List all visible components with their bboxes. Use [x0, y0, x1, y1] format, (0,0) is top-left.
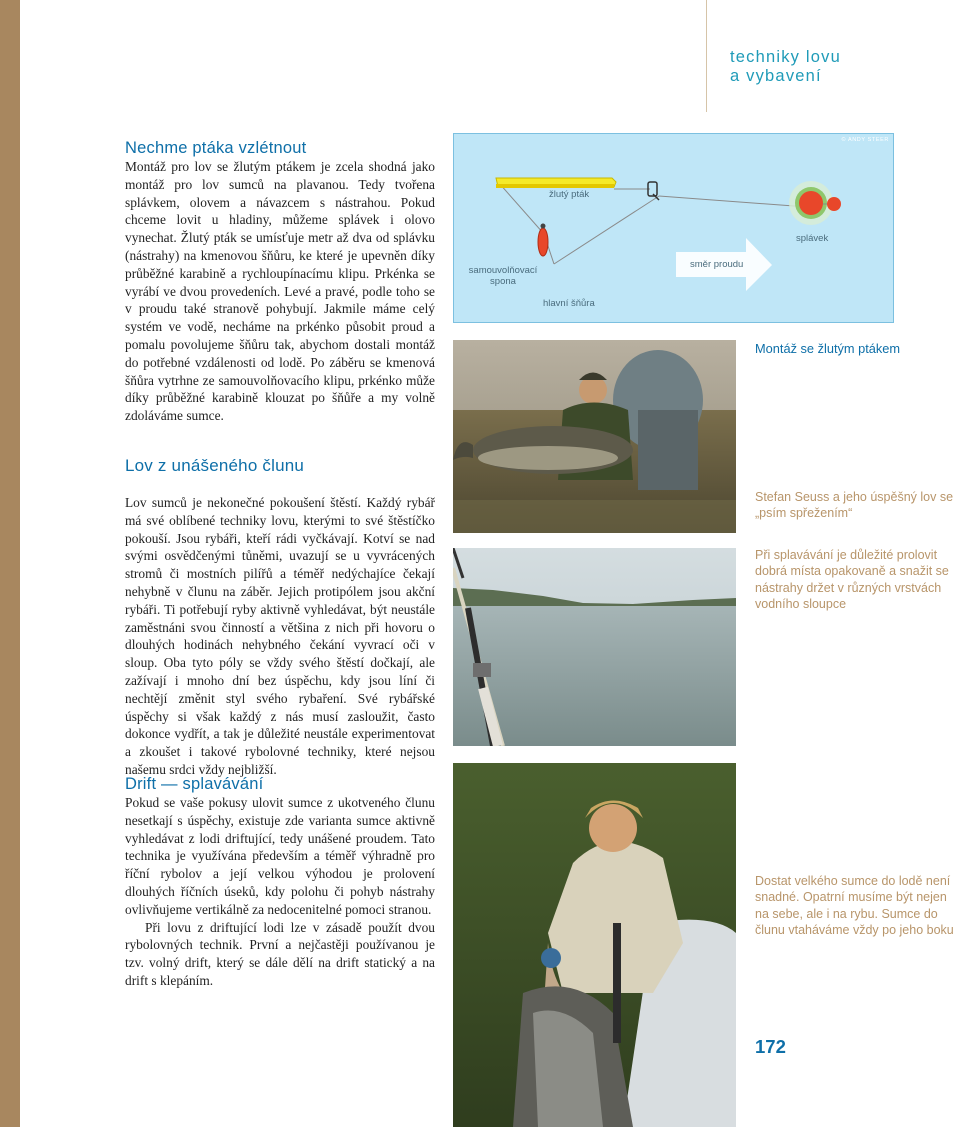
heading-drift: Drift — splavávání: [125, 775, 264, 793]
caption-photo-1: Stefan Seuss a jeho úspěšný lov se „psím spřežením“: [755, 490, 954, 521]
diagram-credit: © ANDY STEER: [841, 137, 889, 143]
left-margin-bar: [0, 0, 20, 1127]
paragraph: Lov sumců je nekonečné pokoušení štěstí. Každý rybář má své oblíbené techniky lovu, kterými to své štěstíčko pokouší. Jsou rybáři, kteří rádi vyčkávají. Kotví se nad svými osvědčenými tůněmi, uvazují se u vyvrácených stromů či mostních pilířů a téměř nedýchajíce čekají nehybně v člunu na záběr. Jejich protipólem jsou akční rybáři. Ti potřebují ryby aktivně vyhledávat, být neustále zaměstnáni svou činností a většina z nich při hovoru o dlouhých hodinách nehybného čekání vyvrací oči v sloup. Oba tyto póly se vždy svého štěstí dočkají, ale zažívají i mnoho dní bez úspěchu, kdy jsou líní či nechtějí změnit styl svého rybaření. Své rybářské úspěchy si však každý z nás musí zasloužit, často dokonce vydřít, a tak je důležité neustále experimentovat a zkoušet i takové rybolovné techniky, které nejsou našemu srdci vždy nejbližší.: [125, 495, 435, 777]
label-float: splávek: [796, 233, 829, 244]
section-tag-line-2: a vybavení: [730, 67, 822, 85]
paragraph: Pokud se vaše pokusy ulovit sumce z ukotveného člunu nesetkají s úspěchy, existuje zde varianta sumce aktivně vyhledávat z lodi driftující, tedy unášené proudem. Tato technika je využívána především a téměř výhradně pro říční rybolov a její velkou výhodou je prolovení dlouhých říčních úseků, kdy polohu či pohyb nástrahy ovlivňujeme vertikálně za nedocenitelné pomoci stranou.: [125, 795, 435, 917]
section-tag-line-1: techniky lovu: [730, 48, 841, 66]
header-divider-line: [706, 0, 707, 112]
photo-river-with-rods: [453, 548, 736, 746]
yellow-bird-rig-diagram: [453, 133, 894, 323]
paragraph: Montáž pro lov se žlutým ptákem je zcela shodná jako montáž pro lov sumců na plavanou. Tedy tvořena splávkem, olovem a návazcem s nástrahou. Pokud chceme lovit u hladiny, můžeme splávek i olovo vynechat. Žlutý pták se umísťuje metr až dva od splávku (nástrahy) na kmenovou šňůru, ke které je upevněn díky průběžné karabině a rychloupínacímu klipu. Prkénka se vyrábí ve dvou provedeních. Levé a pravé, podle toho se v proudu také stranově pohybují. Jakmile máme celý systém ve vodě, necháme na prkénko působit proud a pomalu povolujeme šňůru tak, abychom dostali montáž do potřebné vzdálenosti od lodě. Po záběru se kmenová šňůra vytrhne ze samouvolňovacího klipu, prkénko může díky průběžné karabině klouzat po šňůře a my volně zdoláváme sumce.: [125, 159, 435, 424]
label-main-line: hlavní šňůra: [543, 298, 595, 309]
photo-angler-with-catfish: [453, 340, 736, 533]
heading-yellow-bird: Nechme ptáka vzlétnout: [125, 139, 307, 157]
page-number: 172: [755, 1036, 786, 1057]
label-release-clip: samouvolňovací spona: [468, 265, 538, 287]
release-clip: [538, 228, 548, 256]
body-drift: [125, 794, 435, 990]
heading-drifting-boat: Lov z unášeného člunu: [125, 456, 305, 475]
caption-diagram: Montáž se žlutým ptákem: [755, 341, 901, 356]
body-yellow-bird: [125, 158, 435, 425]
body-drifting-boat: [125, 494, 435, 779]
rig-diagram-graphic: [454, 134, 893, 322]
label-current-direction: směr proudu: [690, 259, 744, 270]
caption-photo-3: Dostat velkého sumce do lodě není snadné. Opatrní musíme být nejen na sebe, ale i na rybu. Sumce do člunu vtaháváme vždy po jeho boku: [755, 874, 954, 937]
section-tag: [730, 48, 930, 86]
paragraph: Při lovu z driftující lodi lze v zásadě použít dvou rybolovných technik. První a nejčastěji používanou je tzv. volný drift, který se dále dělí na drift statický a na drift s klepáním.: [125, 919, 435, 988]
swivel-icon: [648, 182, 659, 200]
photo-landing-catfish: [453, 763, 736, 1127]
label-yellow-bird: žlutý pták: [549, 189, 590, 200]
float-icon: [789, 181, 841, 225]
caption-photo-2: Při splavávání je důležité prolovit dobrá místa opakovaně a snažit se nástrahy držet v různých vrstvách vodního sloupce: [755, 548, 949, 611]
